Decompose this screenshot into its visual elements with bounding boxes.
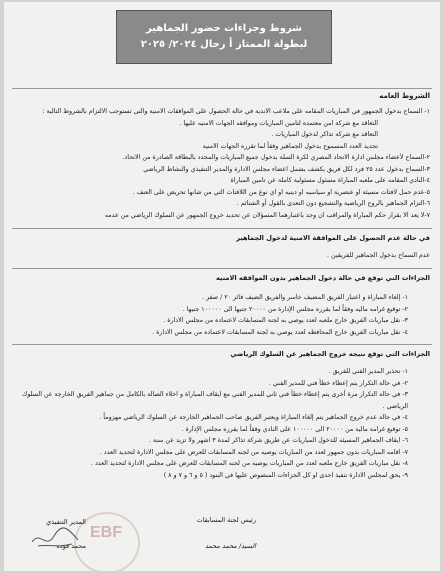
penalty-item-2: ٢- توقيع غرامه ماليه وفقاً لما يقرره مجلس الإدارة من ٢٠٠٠٠ جنيها الى ١٠٠٠٠٠ جنيها . [182, 305, 408, 313]
general-subitem-3: تحديد العدد المسموح بدخول الجماهير وفقاً لما تقرره الجهات الامنية [202, 142, 378, 150]
no-approval-title: في حالة عدم الحصول على الموافقة الامنية لدخول الجماهير [236, 234, 430, 242]
no-approval-block [16, 250, 430, 262]
conduct-item-2: ٢- في حالة التكرار يتم إعطاء خطأ فني للمدير الفني . [268, 379, 408, 387]
handwritten-signature-icon [28, 520, 84, 554]
conduct-item-6: ٦- ايقاف الجماهير المسيئه للدخول المباريات عن طريق شركة تذاكر لمدة ٣ اشهر ولا تزيد عن سنة . [148, 437, 408, 444]
penalties-no-approval-list [16, 292, 430, 338]
penalty-item-3: ٣- نقل مباريات الفريق خارج ملعبه لعدد يوصي به لجنة المسابقات لاعتماده من مجلس الادارة . [163, 317, 408, 324]
conduct-item-5: ٥- توقيع غرامة مالية من ٢٠٠٠٠ الى ١٠٠٠٠٠ على النادي وفقاً لما يقرره مجلس الإدارة . [181, 425, 408, 433]
general-item-3: ٣-السماح بدخول عدد ٢٥ فرد لكل فريق بكشف يشمل اعضاء مجلس الادارة والمدير التنفيذي والنشاط الرياضي [143, 165, 430, 173]
penalty-item-4: ٤- نقل مباريات الفريق خارج المحافظه لعدد يوصي به لجنة المسابقات لاعتماده من مجلس الادارة . [152, 328, 408, 336]
committee-signer-name: السيد/ محمد محمد [205, 542, 256, 550]
divider [12, 344, 432, 345]
no-approval-line: عدم السماح بدخول الجماهير للفريقين . [327, 252, 430, 259]
conduct-item-3: ٣- في حالة التكرار مرة أخرى يتم إعطاء خطأ فني ثاني للمدير الفني مع ايقاف المباراة و اخلاء الصالة بالكامل من جماهير الفريق الخارجة عن السلوك الرياضي . [22, 391, 408, 410]
general-item-5: ٥-عدم حمل لافتات مسيئة او عنصرية او سياسيه او دينيه او اي نوع من اللافتات التي من شانها تحريض على العنف . [132, 188, 430, 196]
divider [12, 88, 432, 89]
general-item-6: ٦-التزام الجماهير بالروح الرياضية والتشجيع دون التعدى بالقول أو الشتائم . [236, 200, 430, 207]
general-item-1: ١- السماح بدخول الجمهور في المباريات المقامه على ملاعب الاندية في حالة الحصول على الموافقات الامنية والتى تستوجب الالتزام بالشروط التالية : [42, 108, 430, 115]
penalty-item-1: ١- إلغاء المباراة و اعتبار الفريق المضيف خاسر والفريق الضيف فائز ٢٠ / صفر . [202, 294, 408, 301]
header-title-line1: شروط وجزاءات حضور الجماهير [146, 23, 302, 34]
conduct-item-1: ١- تحذير المدير الفني للفريق . [328, 368, 408, 375]
competitions-committee-signature [197, 514, 256, 552]
document-header [116, 10, 332, 64]
conduct-item-8: ٨- نقل مباريات الفريق خارج ملعبه لعدد من المباريات يوصيه من لجنه المسابقات للعرض على مجلس الادارة لتحديد العدد . [91, 460, 408, 467]
stamp-logo-text: EBF [90, 524, 122, 541]
document-page [4, 2, 440, 571]
penalties-no-approval-title: الجزاءات التي توقع في حالة دخول الجماهير بدون الموافقه الامنيه [216, 274, 430, 282]
divider [12, 268, 432, 269]
general-conditions-list [16, 106, 430, 221]
penalties-conduct-list [16, 366, 430, 481]
general-item-4: ٤-النادي المقامه على ملعبه المباراة مسئول مسئولية كاملة عن تامين المباراة [230, 177, 430, 184]
general-subitem-2: التعاقد مع شركة تذاكر لدخول المباريات . [271, 131, 378, 138]
general-subitem-1: التعاقد مع شركة امن معتمده لتامين المباريات وموافقه الجهات الامنيه عليها . [179, 119, 378, 127]
conduct-item-9: ٩- يحق لمجلس الادارة تنفيذ احدى او كل الجزاءات المنصوص عليها في البنود ( ٥ و ٦ و ٧ و ٨ ) [163, 471, 408, 479]
general-item-7: ٧-لا يعد الا بقرار حكم المباراة والمراقب ان وجد باعتبارهما المسؤلان عن تحديد خروج الجمهور عن السلوك الرياضي من عدمه [104, 211, 430, 219]
conduct-item-4: ٤- في حالة عدم خروج الجماهير يتم إلغاء المباراة ويعتبر الفريق صاحب الجماهير الخارجة عن السلوك الرياضي مهزوماً . [99, 414, 408, 421]
penalties-conduct-title: الجزاءات التي توقع نتيجه خروج الجماهير عن السلوك الرياضي [230, 350, 430, 358]
director-title: المدير التنفيذي [46, 518, 86, 526]
general-conditions-title: الشروط العامه [379, 92, 430, 100]
conduct-item-7: ٧- اقامه المباريات بدون جمهور لعدد من المباريات يوصيه من لجنه المسابقات للعرض على مجلس الادارة لتحديد العدد . [99, 448, 408, 456]
director-name: محمد فوده [56, 542, 86, 550]
general-item-2: ٢-السماح لأعضاء مجلس ادارة الاتحاد المصري لكرة السلة بدخول جميع المباريات والمحدد بالبطاقة الصادرة من الاتحاد. [122, 154, 430, 161]
committee-title: رئيس لجنة المسابقات [196, 516, 256, 524]
divider [12, 228, 432, 229]
header-title-line2: لبطولة الممتاز أ رجال ٢٠٢٤/ ٢٠٢٥ [140, 39, 308, 50]
